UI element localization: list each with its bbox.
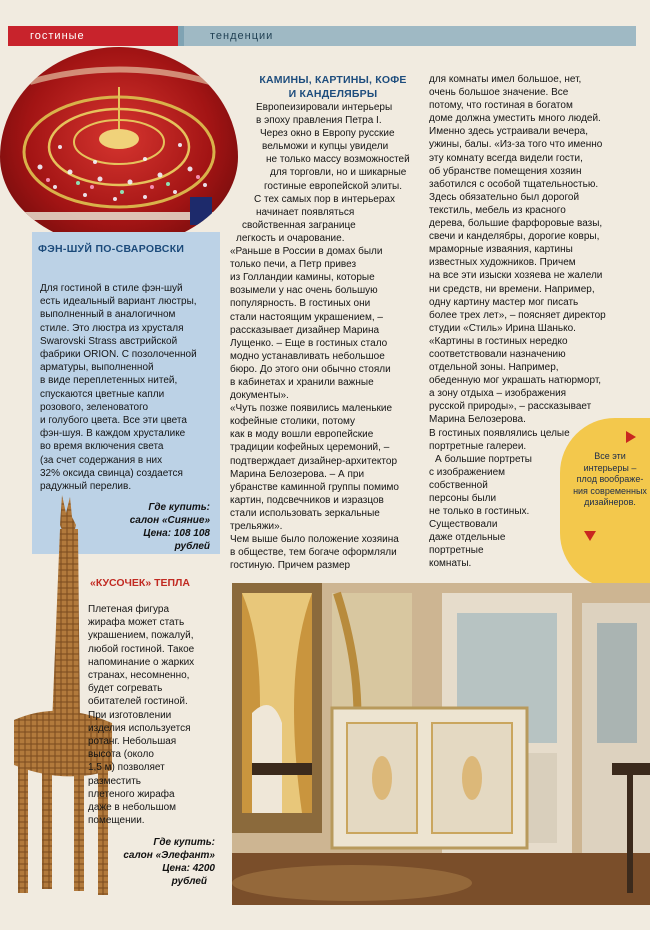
text-line: арматуры, выполненной	[40, 362, 154, 374]
price: Цена: 4200	[162, 863, 215, 874]
giraffe-text	[88, 603, 220, 827]
text-line: отдельной зоны. Например,	[429, 362, 559, 374]
text-line: изделия используется	[88, 722, 191, 734]
text-line: известных художников. Причем	[429, 257, 576, 269]
text-line: доме должна уместить много людей.	[429, 113, 601, 125]
text-line: С тех самых пор в интерьерах	[254, 193, 395, 205]
text-line: в обществе, тем богаче оформляли	[230, 547, 397, 559]
text-line: гостиные европейской элиты.	[264, 180, 403, 192]
text-line: радужный перелив.	[40, 481, 132, 493]
store-name: салон «Сияние»	[129, 515, 210, 526]
text-line: есть идеальный вариант люстры,	[40, 296, 197, 308]
text-line: (за счет содержания в них	[40, 454, 163, 466]
text-line: 1,5 м) позволяет	[88, 762, 165, 774]
text-line: портретные	[429, 545, 484, 557]
text-line: В гостиных появлялись целые	[429, 427, 570, 439]
text-line: не только массу возможностей	[266, 154, 410, 166]
article-column-1	[230, 101, 426, 572]
text-line: ни средств, ни времени. Например,	[429, 283, 595, 295]
text-line: кофейные столики, потому	[230, 416, 355, 428]
text-line: дерева, большие фарфоровые вазы,	[429, 218, 603, 230]
text-line: Существовали	[429, 519, 498, 531]
text-line: документы».	[230, 390, 289, 402]
text-line: напоминание о жарких	[88, 656, 195, 668]
text-line: для комнаты имел большое, нет,	[429, 74, 582, 85]
text-line: стали настоящим украшением, –	[230, 311, 383, 323]
text-line: легкость и очарование.	[236, 232, 345, 244]
text-line: комнаты.	[429, 558, 472, 570]
caption-line: интерьеры –	[583, 462, 637, 473]
text-line: возымели у нас очень большую	[230, 285, 378, 297]
heading-line: КАМИНЫ, КАРТИНЫ, КОФЕ	[259, 74, 407, 86]
text-line: собственной	[429, 479, 488, 491]
text-line: эту комнату всегда видели гости,	[429, 152, 583, 164]
text-line: фэн-шуя. В каждом хрусталике	[40, 428, 186, 440]
text-line: помещении.	[88, 815, 145, 827]
text-line: Swarovski Strass австрийской	[40, 335, 178, 347]
text-line: традиции кофейных церемоний, –	[230, 442, 390, 454]
chandelier-photo	[0, 47, 238, 247]
text-line: «Раньше в России в домах были	[230, 246, 383, 258]
text-line: Марина Белозерова. – А при	[230, 468, 365, 480]
text-line: спускаются цветные капли	[40, 388, 165, 400]
text-line: потому, что гостиная в богатом	[429, 100, 573, 112]
text-line: не только в гостиных.	[429, 506, 530, 518]
text-line: студии «Стиль» Ирина Шанько.	[429, 322, 576, 334]
text-line: При изготовлении	[88, 709, 172, 721]
text-line: плетеного жирафа	[88, 788, 175, 800]
text-line: персоны были	[429, 493, 497, 504]
text-line: даже отдельные	[429, 532, 506, 544]
text-line: с изображением	[429, 466, 506, 478]
caption-text	[570, 451, 650, 509]
text-line: модно устанавливать небольшое	[230, 350, 385, 362]
text-line: трельяжи».	[230, 521, 283, 532]
text-line: и голубого цвета. Все эти цвета	[40, 415, 187, 427]
text-line: ужины, балы. «Из-за того что именно	[429, 139, 603, 151]
text-line: Для гостиной в стиле фэн-шуй	[40, 283, 183, 294]
article-heading	[238, 73, 428, 101]
text-line: обитателей гостиной.	[88, 696, 188, 708]
text-line: ротанг. Небольшая	[88, 736, 177, 748]
text-line: стали использовать зеркальные	[230, 507, 380, 519]
caption-line: дизайнеров.	[584, 497, 636, 507]
text-line: начинает появляться	[256, 206, 355, 218]
text-line: будет согревать	[88, 683, 163, 695]
text-line: Лущенко. – Еще в гостиных стало	[230, 337, 388, 349]
text-line: из Голландии камины, которые	[230, 272, 375, 284]
text-line: гостиную. Причем размер	[230, 560, 351, 572]
text-line: свечи и канделябры, дорогие ковры,	[429, 231, 600, 243]
caption-line: ния современных	[573, 485, 647, 496]
text-line: мраморные изваяния, картины	[429, 244, 573, 256]
text-line: «Картины в гостиных нередко	[429, 335, 568, 347]
section-label-left: гостиные	[8, 26, 178, 46]
text-line: для торговли, но и шикарные	[270, 167, 407, 179]
text-line: обеденную мог украшать натюрморт,	[429, 375, 602, 387]
text-line: одну картину мастер мог писать	[429, 296, 579, 308]
text-line: более трех лет», – поясняет директор	[429, 309, 606, 321]
text-line: об убранстве помещения хозяин	[429, 165, 582, 177]
text-line: заботился с особой тщательностью.	[429, 178, 599, 190]
price: Цена: 108 108 рублей	[143, 528, 210, 552]
text-line: Марина Белозерова.	[429, 414, 526, 426]
text-line: русской природы», – рассказывает	[429, 401, 592, 413]
text-line: соответствовали назначению	[429, 348, 566, 360]
text-line: как в моду вошли европейские	[230, 429, 374, 441]
text-line: свойственная загранице	[242, 219, 356, 231]
text-line: а зону отдыха – изображения	[429, 388, 567, 400]
text-line: Европеизировали интерьеры	[256, 102, 393, 113]
swarovski-text	[40, 282, 220, 493]
giraffe-where-to-buy	[120, 836, 215, 888]
text-line: рассказывает дизайнер Марина	[230, 324, 380, 336]
store-name: салон «Элефант»	[123, 850, 215, 861]
text-line: Через окно в Европу русские	[260, 128, 395, 140]
price-unit: рублей	[171, 876, 207, 887]
text-line: только печи, а Петр привез	[230, 259, 357, 271]
text-line: текстиль, мебель из красного	[429, 204, 566, 216]
section-header	[8, 26, 636, 46]
text-line: портретные галереи.	[429, 440, 527, 452]
triangle-down-icon	[584, 531, 596, 541]
heading-line: И КАНДЕЛЯБРЫ	[288, 88, 378, 100]
caption-line: Все эти	[594, 451, 626, 461]
text-line: подтверждает дизайнер-архитектор	[230, 455, 398, 467]
text-line: популярность. В гостиных они	[230, 298, 371, 310]
text-line: бюро. До этого они обычно стояли	[230, 363, 391, 375]
text-line: украшением, пожалуй,	[88, 630, 194, 642]
text-line: 32% оксида свинца) создается	[40, 467, 183, 479]
interior-photo	[232, 583, 650, 905]
text-line: в эпоху правления Петра I.	[256, 115, 382, 127]
where-buy-label: Где купить:	[148, 502, 210, 513]
text-line: разместить	[88, 775, 141, 787]
text-line: Чем выше было положение хозяина	[230, 534, 399, 546]
text-line: вельможи и купцы увидели	[262, 141, 389, 153]
text-line: даже в небольшом	[88, 802, 177, 814]
giraffe-heading: «КУСОЧЕК» ТЕПЛА	[90, 577, 190, 589]
text-line: высота (около	[88, 749, 154, 761]
triangle-right-icon	[626, 431, 636, 443]
text-line: стиле. Это люстра из хрусталя	[40, 322, 184, 334]
text-line: выполненный в аналогичном	[40, 309, 176, 321]
text-line: Именно здесь устраивали вечера,	[429, 126, 588, 138]
text-line: убранстве каминной группы помимо	[230, 481, 399, 493]
swarovski-heading: ФЭН-ШУЙ ПО-СВАРОВСКИ	[38, 243, 185, 255]
text-line: очень большое значение. Все	[429, 87, 569, 99]
text-line: любой гостиной. Такое	[88, 643, 195, 655]
text-line: розового, зеленоватого	[40, 401, 149, 413]
text-line: фабрики ORION. С позолоченной	[40, 349, 197, 361]
text-line: Здесь обязательно был дорогой	[429, 191, 580, 203]
text-line: странах, несомненно,	[88, 670, 190, 682]
text-line: А большие портреты	[435, 453, 532, 465]
text-line: Плетеная фигура	[88, 604, 170, 615]
text-line: «Чуть позже появились маленькие	[230, 403, 393, 415]
text-line: картин, подсвечников и изразцов	[230, 494, 384, 506]
caption-line: плод воображе-	[576, 474, 644, 484]
swarovski-where-to-buy	[110, 501, 210, 553]
text-line: во время включения света	[40, 441, 164, 453]
section-label-right: тенденции	[178, 26, 636, 46]
text-line: в кабинетах и хранили важные	[230, 376, 374, 388]
text-line: в виде переплетенных нитей,	[40, 375, 178, 387]
where-buy-label: Где купить:	[153, 837, 215, 848]
text-line: на все эти изыски хозяева не жалели	[429, 270, 603, 282]
text-line: жирафа может стать	[88, 617, 185, 629]
